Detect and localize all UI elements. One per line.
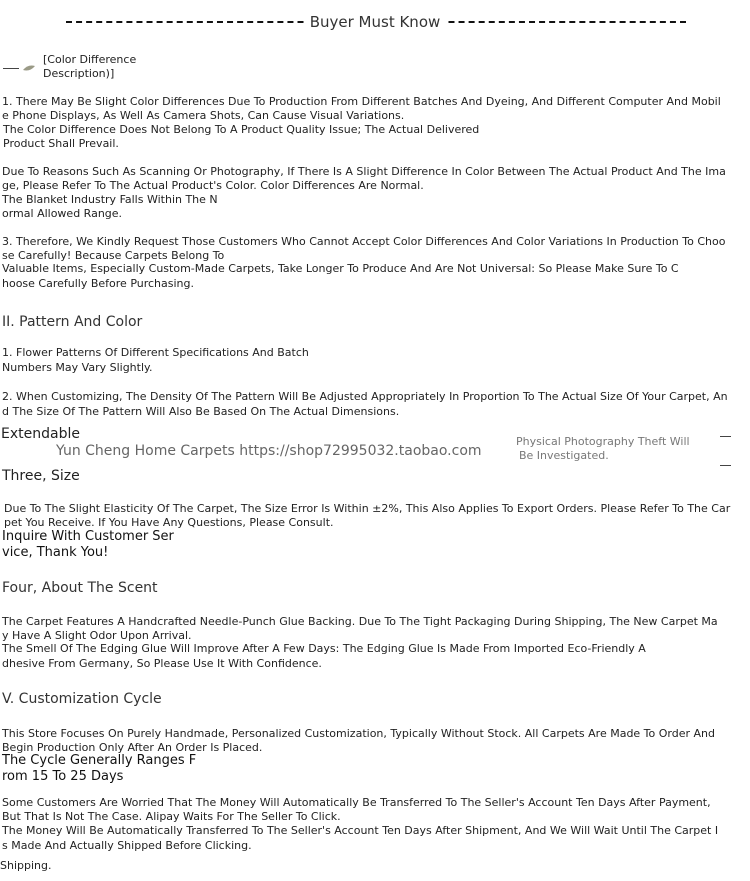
color-p3-d: hoose Carefully Before Purchasing. [2,277,195,290]
color-p2-d: ormal Allowed Range. [2,207,123,220]
page-title: Buyer Must Know [0,13,750,31]
color-p2-a: Due To Reasons Such As Scanning Or Photography, If There Is A Slight Difference In Color Between The Actual Product And The Ima [2,165,726,178]
cycle-p1-a: This Store Focuses On Purely Handmade, Personalized Customization, Typically Without Stock. All Carpets Are Made To Order And [2,727,715,740]
scent-p-b: y Have A Slight Odor Upon Arrival. [2,629,192,642]
pattern-heading: II. Pattern And Color [2,314,143,330]
scent-heading: Four, About The Scent [2,580,158,596]
color-p3-a: 3. Therefore, We Kindly Request Those Customers Who Cannot Accept Color Differences And Color Variations In Production To Choo [2,235,726,248]
cycle-p1-b: Begin Production Only After An Order Is Placed. [2,741,263,754]
theft-notice-line1: Physical Photography Theft Will [516,435,690,448]
decorative-line [3,68,19,69]
color-p3-b: se Carefully! Because Carpets Belong To [2,249,225,262]
color-label-line1: [Color Difference [43,53,137,66]
pattern-p1-b: Numbers May Vary Slightly. [2,361,153,374]
cycle-p2-c: The Money Will Be Automatically Transferred To The Seller's Account Ten Days After Shipment, And We Will Wait Until The Carpet I [2,824,719,837]
shop-watermark: Yun Cheng Home Carpets https://shop72995032.taobao.com [56,443,482,459]
color-p1-b: e Phone Displays, As Well As Camera Shots, Can Cause Visual Variations. [2,109,405,122]
color-p3-c: Valuable Items, Especially Custom-Made Carpets, Take Longer To Produce And Are Not Universal: So Please Make Sure To C [2,262,679,275]
size-heading: Three, Size [2,468,80,484]
pattern-p2-b: d The Size Of The Pattern Will Also Be Based On The Actual Dimensions. [2,405,400,418]
size-p-b: pet You Receive. If You Have Any Questions, Please Consult. [4,516,334,529]
size-p-a: Due To The Slight Elasticity Of The Carpet, The Size Error Is Within ±2%, This Also Applies To Export Orders. Please Refer To The Car [4,502,731,515]
decorative-line [720,465,731,466]
extendable-label: Extendable [1,426,80,442]
cycle-range-b: rom 15 To 25 Days [2,769,124,784]
theft-notice-line2: Be Investigated. [519,449,609,462]
scent-p-d: dhesive From Germany, So Please Use It With Confidence. [2,657,322,670]
cycle-p2-e: Shipping. [0,859,52,872]
color-p1-d: Product Shall Prevail. [3,137,119,150]
color-p2-b: ge, Please Refer To The Actual Product's Color. Color Differences Are Normal. [2,179,424,192]
leaf-icon [22,64,36,72]
cycle-p2-b: But That Is Not The Case. Alipay Waits For The Seller To Click. [2,810,341,823]
cycle-p2-d: s Made And Actually Shipped Before Clicking. [2,839,252,852]
color-p1-a: 1. There May Be Slight Color Differences Due To Production From Different Batches And Dyeing, And Different Computer And Mobil [2,95,721,108]
pattern-p1-a: 1. Flower Patterns Of Different Specifications And Batch [2,346,309,359]
scent-p-a: The Carpet Features A Handcrafted Needle-Punch Glue Backing. Due To The Tight Packaging During Shipping, The New Carpet Ma [2,615,718,628]
cycle-range-a: The Cycle Generally Ranges F [2,753,197,768]
decorative-line [720,436,731,437]
cycle-heading: V. Customization Cycle [2,691,162,707]
color-label-line2: Description)] [43,67,115,80]
cycle-p2-a: Some Customers Are Worried That The Money Will Automatically Be Transferred To The Seller's Account Ten Days After Payment, [2,796,711,809]
size-note-a: Inquire With Customer Ser [2,529,174,544]
pattern-p2-a: 2. When Customizing, The Density Of The Pattern Will Be Adjusted Appropriately In Proportion To The Actual Size Of Your Carpet, An [2,390,728,403]
color-p1-c: The Color Difference Does Not Belong To A Product Quality Issue; The Actual Delivered [3,123,480,136]
scent-p-c: The Smell Of The Edging Glue Will Improve After A Few Days: The Edging Glue Is Made From Imported Eco-Friendly A [2,642,646,655]
size-note-b: vice, Thank You! [2,545,109,560]
color-p2-c: The Blanket Industry Falls Within The N [2,193,218,206]
